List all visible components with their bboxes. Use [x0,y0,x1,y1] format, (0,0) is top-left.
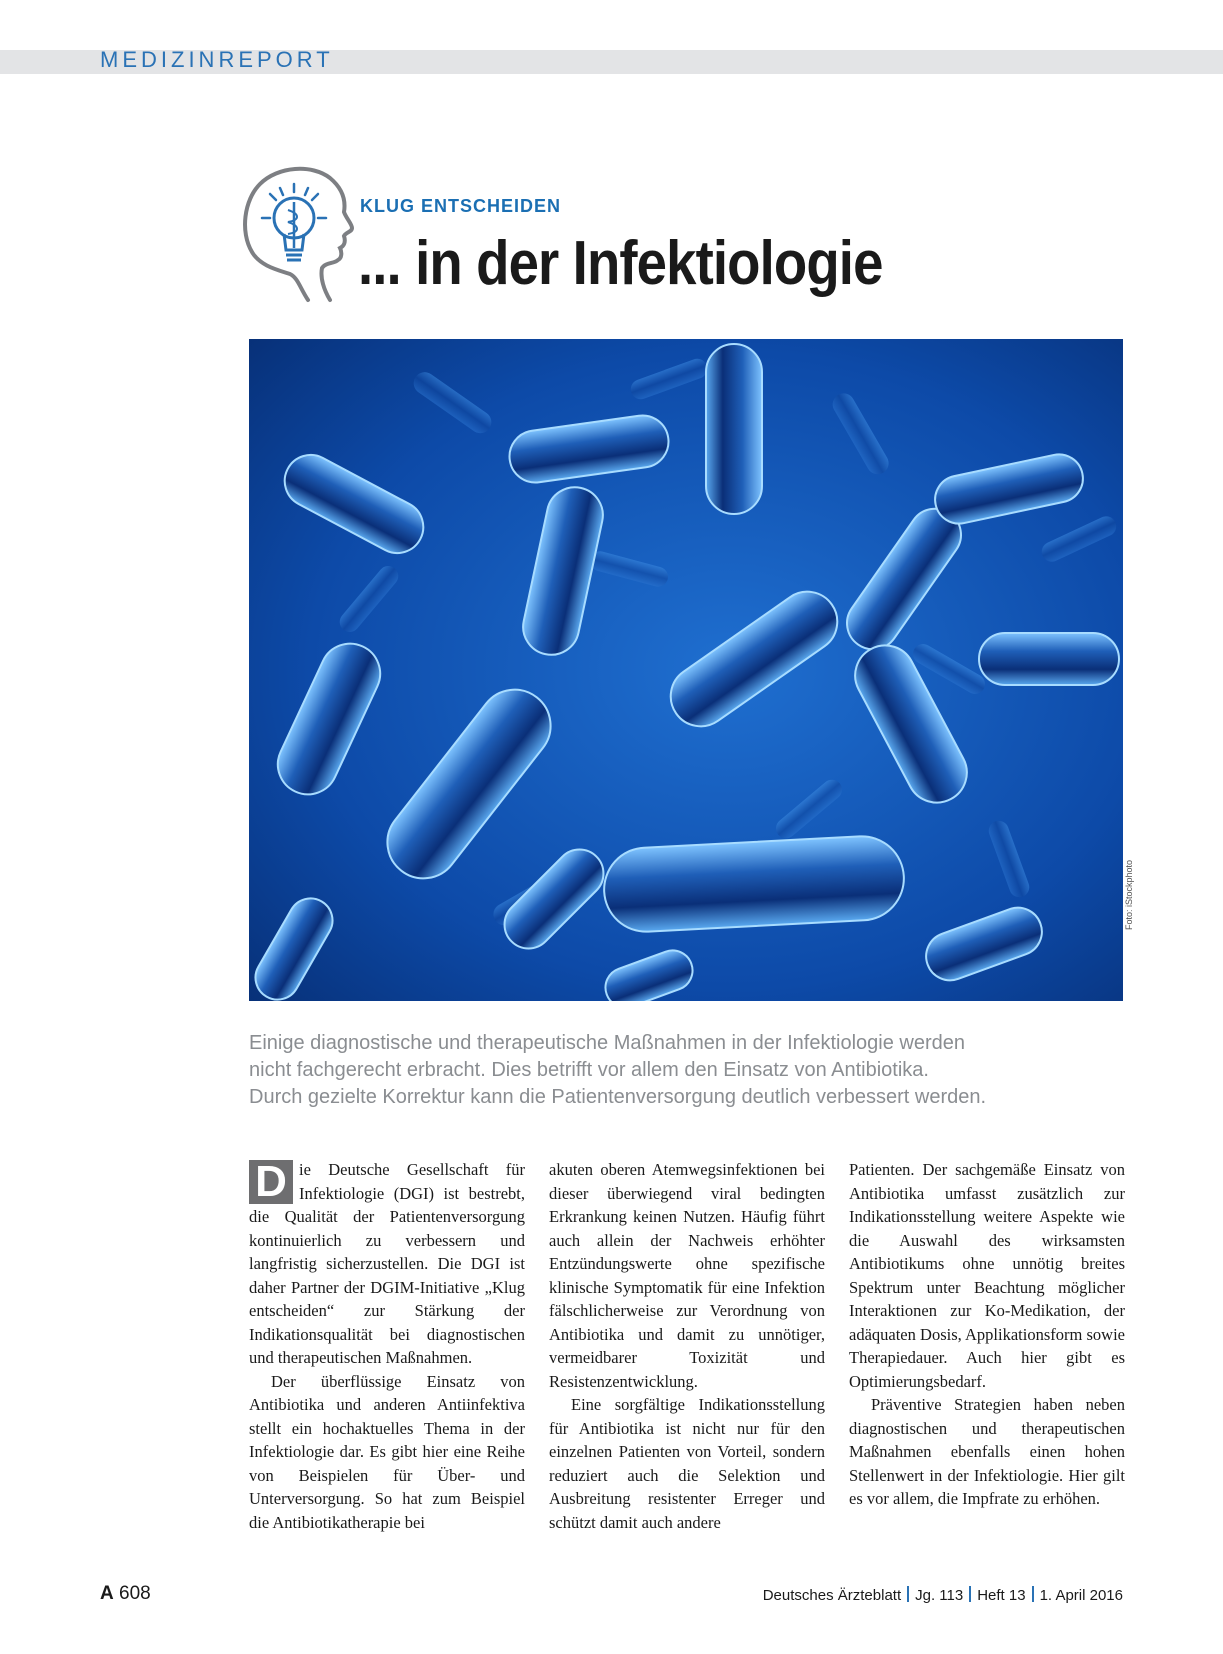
section-label: MEDIZINREPORT [100,47,334,72]
body-column-3 [849,1158,1125,1511]
journal-issue: Heft 13 [977,1587,1026,1604]
separator [969,1586,971,1602]
head-lightbulb-logo [238,160,358,310]
body-paragraph: Patienten. Der sachgemäße Einsatz von Antibiotika umfasst zusätzlich zur Indikationsstellung weitere Aspekte wie die Auswahl des wirksamsten Antibiotikums ohne unnötig breites Spektrum unter Beachtung möglicher Interaktionen zur Ko-Medikation, der adäquaten Dosis, Applikationsform sowie Therapiedauer. Auch hier gibt es Optimierungsbedarf. [849,1160,1125,1391]
article-title: ... in der Infektiologie [358,229,883,298]
body-column-2 [549,1158,825,1534]
body-paragraph: Der überflüssige Einsatz von Antibiotika und anderen Antiinfektiva stellt ein hochaktuelles Thema in der Infektiologie dar. Es gibt hier eine Reihe von Beispielen für Über- und Unterversorgung. So hat zum Beispiel die Antibiotikatherapie bei [249,1371,525,1532]
page-number-value: 608 [119,1583,151,1604]
page-number [100,1583,151,1605]
lead-line: nicht fachgerecht erbracht. Dies betrifft vor allem den Einsatz von Antibiotika. [249,1059,929,1081]
journal-name: Deutsches Ärzteblatt [762,1587,902,1604]
lead-line: Einige diagnostische und therapeutische Maßnahmen in der Infektiologie werden [249,1032,966,1054]
body-paragraph: Eine sorgfältige Indikationsstellung für Antibiotika ist nicht nur für den einzelnen Patienten von Vorteil, sondern reduziert auch die Selektion und Ausbreitung resistenter Erreger und schützt damit auch andere [549,1395,825,1532]
article-kicker: KLUG ENTSCHEIDEN [360,196,562,216]
article-lead [249,1030,1119,1111]
paragraph-text: ie Deutsche Gesellschaft für Infektiologie (DGI) ist bestrebt, die Qualität der Patientenversorgung kontinuierlich zu verbessern und langfristig sicherzustellen. Die DGI ist daher Partner der DGIM-Initiative „Klug entscheiden“ zur Stärkung der Indikationsqualität bei diagnostischen und therapeutischen Maßnahmen. [249,1160,525,1367]
photo-credit: Foto: iStockphoto [1124,859,1134,930]
body-paragraph: akuten oberen Atemwegsinfektionen bei dieser überwiegend viral bedingten Erkrankung keinen Nutzen. Häufig führt auch allein der Nachweis erhöhter Entzündungswerte ohne spezifische klinische Symptomatik für eine Infektion fälschlicherweise zur Verordnung von Antibiotika und damit zu unnötiger, vermeidbarer Toxizität und Resistenzentwicklung. [549,1160,825,1391]
lead-line: Durch gezielte Korrektur kann die Patientenversorgung deutlich verbessert werden. [249,1086,987,1108]
drop-cap: D [249,1160,293,1204]
separator [1032,1586,1034,1602]
page-prefix: A [100,1583,114,1604]
body-paragraph [249,1158,525,1370]
article-body [249,1158,1125,1558]
journal-volume: Jg. 113 [915,1587,964,1604]
journal-info [763,1586,1123,1604]
body-column-1 [249,1158,525,1534]
body-paragraph: Präventive Strategien haben neben diagnostischen und therapeutischen Maßnahmen ebenfalls einen hohen Stellenwert in der Infektiologie. Hier gilt es vor allem, die Impfrate zu erhöhen. [849,1395,1125,1508]
bacteria-photo [249,339,1123,1001]
journal-date: 1. April 2016 [1039,1587,1123,1604]
separator [907,1586,909,1602]
